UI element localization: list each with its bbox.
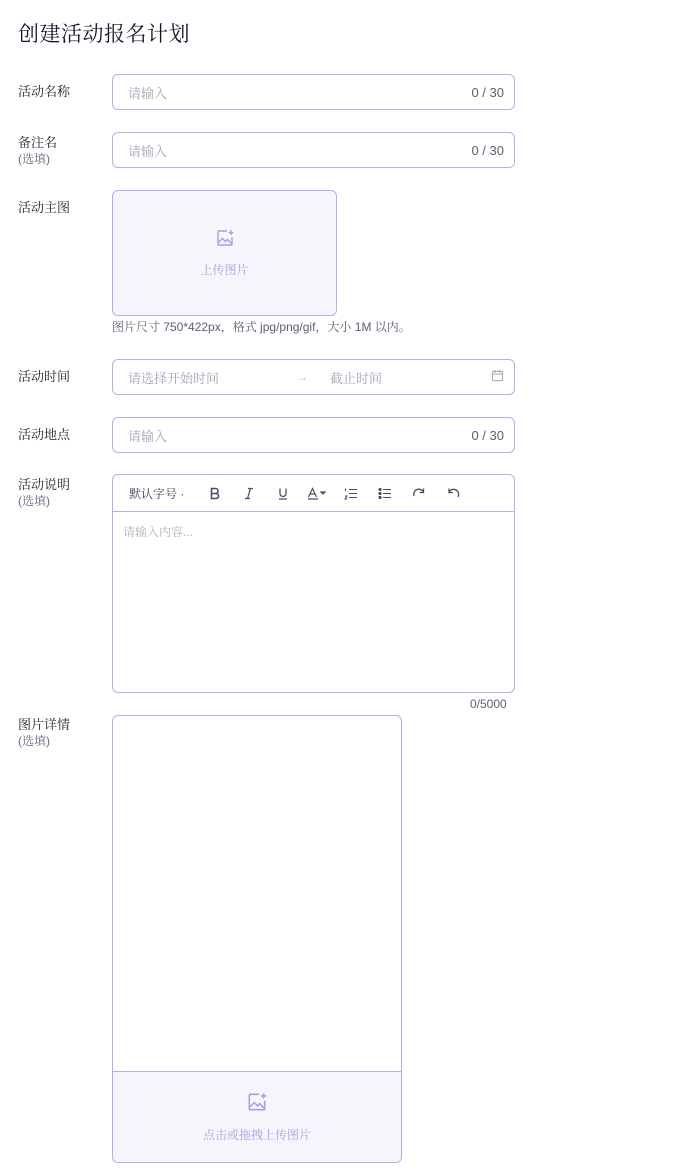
ordered-list-icon[interactable] bbox=[334, 483, 368, 503]
detail-images-label bbox=[18, 716, 70, 750]
main-image-upload-label: 上传图片 bbox=[200, 263, 249, 277]
remark-optional-text: (选填) bbox=[18, 152, 50, 166]
description-counter: 0/5000 bbox=[470, 697, 507, 711]
range-separator: → bbox=[296, 370, 308, 384]
location-placeholder: 请输入 bbox=[128, 428, 168, 444]
detail-images-optional-text: (选填) bbox=[18, 734, 50, 748]
activity-name-counter: 0 / 30 bbox=[471, 84, 504, 100]
detail-images-label-text: 图片详情 bbox=[18, 717, 71, 732]
rich-text-editor[interactable] bbox=[112, 474, 515, 693]
image-add-icon bbox=[215, 228, 235, 253]
underline-icon[interactable] bbox=[266, 483, 300, 503]
remark-label bbox=[18, 134, 57, 168]
end-time-input[interactable]: 截止时间 bbox=[330, 370, 383, 386]
redo-icon[interactable] bbox=[402, 483, 436, 503]
location-counter: 0 / 30 bbox=[471, 427, 504, 443]
description-label bbox=[18, 476, 70, 510]
main-image-label-text: 活动主图 bbox=[18, 200, 71, 215]
italic-icon[interactable] bbox=[232, 483, 266, 503]
detail-images-upload-label: 点击或拖拽上传图片 bbox=[202, 1128, 311, 1142]
remark-counter: 0 / 30 bbox=[471, 142, 504, 158]
activity-name-placeholder: 请输入 bbox=[128, 85, 168, 101]
unordered-list-icon[interactable] bbox=[368, 483, 402, 503]
font-color-icon[interactable] bbox=[300, 483, 334, 503]
activity-time-label bbox=[18, 368, 70, 385]
activity-time-range-picker[interactable] bbox=[112, 359, 515, 395]
description-optional-text: (选填) bbox=[18, 494, 50, 508]
main-image-hint: 图片尺寸 750*422px，格式 jpg/png/gif，大小 1M 以内。 bbox=[112, 320, 411, 334]
bold-icon[interactable] bbox=[198, 483, 232, 503]
description-label-text: 活动说明 bbox=[18, 477, 71, 492]
detail-images-panel bbox=[112, 715, 402, 1163]
start-time-input[interactable]: 请选择开始时间 bbox=[128, 370, 220, 386]
image-add-icon bbox=[246, 1091, 268, 1118]
editor-toolbar bbox=[113, 475, 514, 512]
remark-label-text: 备注名 bbox=[18, 135, 58, 150]
location-label-text: 活动地点 bbox=[18, 427, 71, 442]
undo-icon[interactable] bbox=[436, 483, 470, 503]
main-image-upload[interactable] bbox=[112, 190, 337, 316]
activity-time-label-text: 活动时间 bbox=[18, 369, 71, 384]
font-size-label: 默认字号 bbox=[129, 486, 178, 501]
page-title: 创建活动报名计划 bbox=[18, 23, 190, 46]
font-size-select[interactable]: 默认字号 · bbox=[129, 486, 185, 501]
main-image-label bbox=[18, 199, 70, 216]
remark-placeholder: 请输入 bbox=[128, 143, 168, 159]
detail-images-dropzone[interactable] bbox=[113, 1071, 401, 1162]
editor-content-area[interactable]: 请输入内容... bbox=[123, 525, 194, 539]
remark-input[interactable] bbox=[112, 132, 515, 168]
activity-name-input[interactable] bbox=[112, 74, 515, 110]
activity-name-label bbox=[18, 83, 70, 100]
calendar-icon[interactable] bbox=[491, 369, 504, 385]
activity-name-label-text: 活动名称 bbox=[18, 84, 71, 99]
location-label bbox=[18, 426, 70, 443]
location-input[interactable] bbox=[112, 417, 515, 453]
